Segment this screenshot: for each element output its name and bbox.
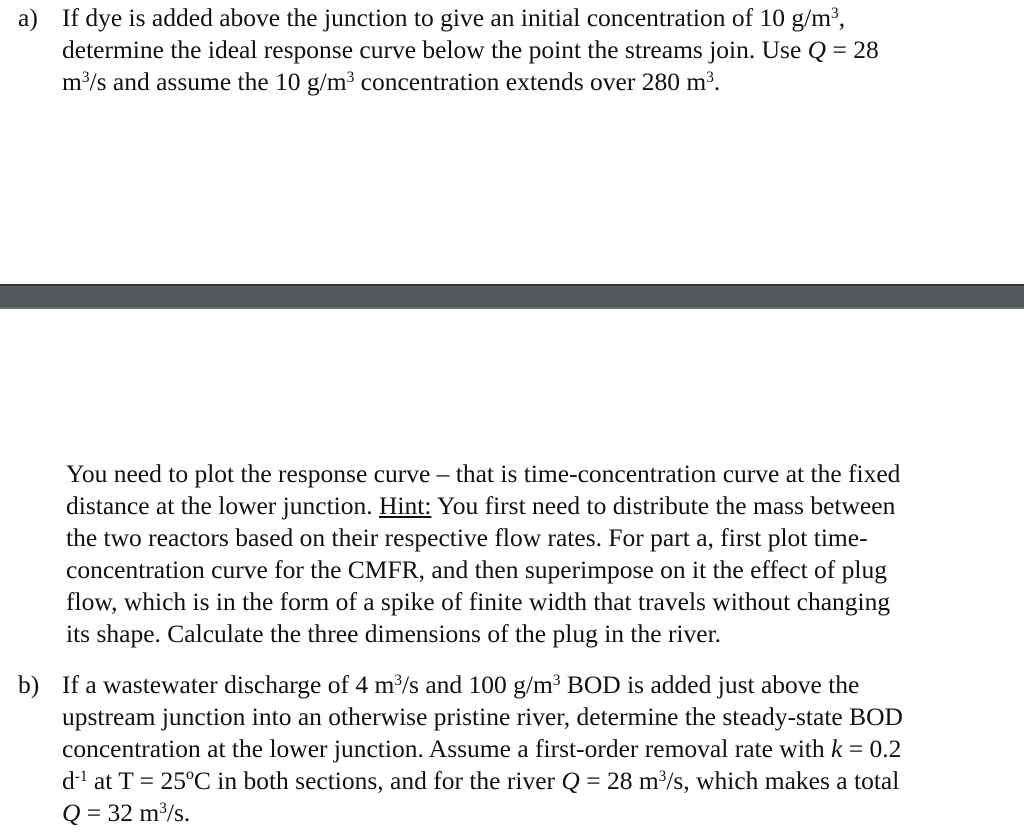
section-divider <box>0 284 1024 309</box>
note-line-6: its shape. Calculate the three dimensions of the plug in the river. <box>66 619 722 648</box>
part-a-line-2: determine the ideal response curve below the point the streams join. Use Q = 28 <box>62 35 879 64</box>
note-line-1: You need to plot the response curve – that is time-concentration curve at the fixed <box>66 459 901 488</box>
part-b-line-2: upstream junction into an otherwise pristine river, determine the steady-state BOD <box>62 702 903 731</box>
note-line-5: flow, which is in the form of a spike of finite width that travels without changing <box>66 587 891 616</box>
part-a-line-3: $m^3/s$ and assume the 10 $g/m^3$ concentration extends over 280 $m^3$. <box>62 67 721 96</box>
part-b-question <box>62 669 903 829</box>
part-b-line-4: $d^{-1}$ at T = 25ºC in both sections, and for the river Q = 28 $m^3/s$, which makes a total <box>62 766 900 795</box>
note-line-4: concentration curve for the CMFR, and then superimpose on it the effect of plug <box>66 555 887 584</box>
part-b-line-3: concentration at the lower junction. Assume a first-order removal rate with k = 0.2 <box>62 734 902 763</box>
part-b-label: b) <box>18 670 40 699</box>
part-b-line-1: If a wastewater discharge of 4 $m^3/s$ and 100 $g/m^3$ BOD is added just above the <box>62 670 860 699</box>
hint-paragraph <box>66 458 900 650</box>
note-line-2: distance at the lower junction. Hint: You first need to distribute the mass between <box>66 491 896 520</box>
hint-label: Hint: <box>379 491 432 520</box>
part-a-line-1: If dye is added above the junction to give an initial concentration of 10 $g/m^3$, <box>62 3 846 32</box>
part-a-question <box>62 2 879 98</box>
note-line-3: the two reactors based on their respective flow rates. For part a, first plot time- <box>66 523 868 552</box>
part-a-label: a) <box>18 3 38 32</box>
part-b-line-5: Q = 32 $m^3/s$. <box>62 798 191 827</box>
